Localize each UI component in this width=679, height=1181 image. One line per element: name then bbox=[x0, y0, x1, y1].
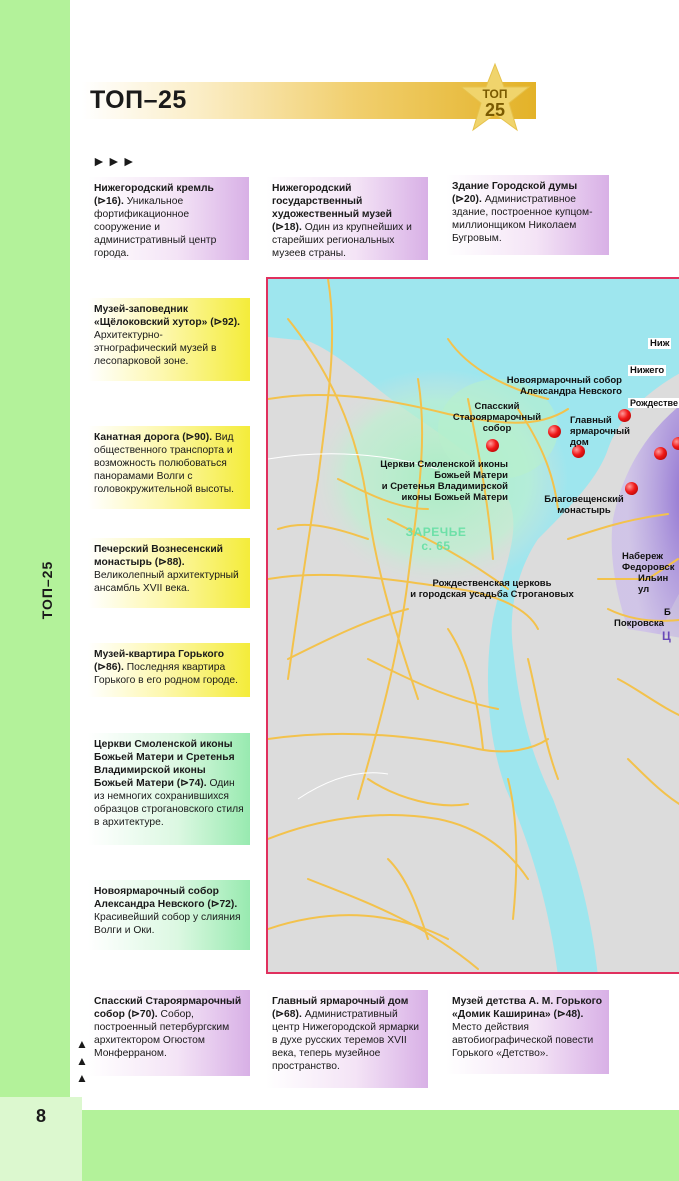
card-text: Великолепный архитектурный ансамбль XVII века. bbox=[94, 570, 239, 594]
up-arrow-icon: ▲ bbox=[76, 1054, 88, 1068]
card-title: Главный ярмарочный дом bbox=[272, 996, 409, 1007]
badge-number-text: 25 bbox=[484, 100, 506, 120]
up-arrow-icon: ▲ bbox=[76, 1037, 88, 1051]
district-name: ЗАРЕЧЬЕ bbox=[405, 525, 467, 539]
map-label-ilyinskaya: Ильин ул bbox=[638, 573, 669, 595]
page-title: ТОП–25 bbox=[90, 86, 187, 114]
card-text: Один из крупнейших и старейших региональных музеев страны. bbox=[272, 222, 412, 259]
card-ref: (⊳18). bbox=[272, 222, 302, 233]
card-title: Музей-заповедник «Щёлоковский хутор» bbox=[94, 304, 208, 328]
map-marker-center[interactable] bbox=[654, 447, 667, 460]
card-text: Красивейший собор у слияния Волги и Оки. bbox=[94, 912, 241, 936]
card-text: Собор, построенный петербургским архитектором Огюстом Монферраном. bbox=[94, 1009, 230, 1059]
map-marker-center-2[interactable] bbox=[672, 437, 679, 450]
map-label-edge-nizh: Ниж bbox=[650, 338, 670, 349]
card-cable-car[interactable] bbox=[88, 426, 250, 509]
card-text: Вид общественного транспорта и возможность полюбоваться панорамами Волги с головокружительной высоты. bbox=[94, 432, 234, 495]
forward-arrows-icon: ►►► bbox=[92, 153, 137, 169]
card-title: Печерский Вознесенский монастырь bbox=[94, 544, 223, 568]
card-ref: (⊳90). bbox=[182, 432, 213, 443]
card-title: Нижегородский кремль bbox=[94, 183, 214, 194]
card-title: Музей детства А. М. Горького «Домик Каширина» bbox=[452, 996, 603, 1020]
district-ref: с. 65 bbox=[421, 539, 451, 553]
card-text: Архитектурно-этнографический музей в лесопарковой зоне. bbox=[94, 330, 217, 367]
map-label-naberezhnaya: Набереж Федоровск bbox=[622, 551, 675, 573]
card-text: Административное здание, построенное купцом-миллионщиком Николаем Бугровым. bbox=[452, 194, 593, 244]
card-text: Один из немногих сохранившихся образцов строгановского стиля в архитектуре. bbox=[94, 778, 244, 828]
card-ref: (⊳92). bbox=[210, 317, 241, 328]
card-smolensk-churches[interactable] bbox=[88, 733, 250, 845]
map-label-edge-ts: Ц bbox=[662, 629, 671, 643]
card-title: Спасский Староярмарочный собор bbox=[94, 996, 242, 1020]
card-title: Здание Городской думы bbox=[452, 181, 578, 192]
card-ref: (⊳70). bbox=[127, 1009, 158, 1020]
up-arrows-icon bbox=[76, 1036, 88, 1087]
card-main-fair-house[interactable] bbox=[266, 990, 428, 1088]
map-label-tserkvi: Церкви Смоленской иконы Божьей Матери и Сретенья Владимирской иконы Божьей Матери bbox=[380, 459, 508, 503]
map-label-edge-rozhdest: Рождестве bbox=[630, 398, 678, 408]
card-ref: (⊳20). bbox=[452, 194, 482, 205]
card-text: Административный центр Нижегородской ярмарки в духе русских теремов XVII века, теперь музейное пространство. bbox=[272, 1009, 419, 1072]
card-ref: (⊳48). bbox=[553, 1009, 584, 1020]
card-shchelokovsky-khutor[interactable] bbox=[88, 298, 250, 381]
card-title: Канатная дорога bbox=[94, 432, 180, 443]
card-spassky-cathedral[interactable] bbox=[88, 990, 250, 1076]
card-ref: (⊳86). bbox=[94, 662, 124, 673]
card-text: Место действия автобиографической повести Горького «Детство». bbox=[452, 1022, 594, 1059]
district-label bbox=[386, 525, 486, 553]
card-nizhny-kremlin[interactable] bbox=[88, 177, 249, 260]
top25-star-icon bbox=[459, 62, 531, 134]
card-gorky-apartment[interactable] bbox=[88, 643, 250, 697]
card-ref: (⊳72). bbox=[207, 899, 238, 910]
card-title: Новоярмарочный собор Александра Невского bbox=[94, 886, 219, 910]
card-text: Последняя квартира Горького в его родном городе. bbox=[94, 662, 239, 686]
card-ref: (⊳68). bbox=[272, 1009, 302, 1020]
map-label-novoyarmarochny: Новоярмарочный собор Александра Невского bbox=[506, 375, 622, 397]
bottom-color-bar bbox=[70, 1110, 679, 1181]
map-label-pokrovskaya: Покровска bbox=[614, 618, 664, 629]
card-title: Нижегородский государственный художественный музей bbox=[272, 183, 392, 220]
map-marker-tserkvi[interactable] bbox=[486, 439, 499, 452]
map-label-rozhdestvenskaya: Рождественская церковь и городская усадьба Строгановых bbox=[410, 578, 574, 600]
card-pechersky-monastery[interactable] bbox=[88, 538, 250, 608]
card-title: Музей-квартира Горького bbox=[94, 649, 225, 660]
left-color-strip bbox=[0, 0, 70, 1181]
card-text: Уникальное фортификационное сооружение и административный центр города. bbox=[94, 196, 217, 259]
map-label-edge-b: Б bbox=[664, 607, 671, 618]
map-label-spassky: Спасский Староярмарочный собор bbox=[452, 401, 542, 434]
map-label-glavny: Главный ярмарочный дом bbox=[570, 415, 630, 448]
vertical-section-label: ТОП–25 bbox=[39, 560, 55, 620]
card-nevsky-cathedral[interactable] bbox=[88, 880, 250, 950]
badge-top-text: ТОП bbox=[482, 87, 508, 101]
card-ref: (⊳74). bbox=[176, 778, 207, 789]
card-ref: (⊳88). bbox=[154, 557, 185, 568]
map-label-edge-nizhego: Нижего bbox=[630, 365, 665, 376]
card-title: Церкви Смоленской иконы Божьей Матери и Сретенья Владимирской иконы Божьей Матери bbox=[94, 739, 235, 789]
card-ref: (⊳16). bbox=[94, 196, 124, 207]
up-arrow-icon: ▲ bbox=[76, 1071, 88, 1085]
map-label-blagoveshchensky: Благовещенский монастырь bbox=[544, 494, 624, 516]
card-kashirin-house[interactable] bbox=[446, 990, 609, 1074]
card-art-museum[interactable] bbox=[266, 177, 428, 260]
card-city-duma[interactable] bbox=[446, 175, 609, 255]
city-map[interactable] bbox=[266, 277, 679, 974]
page-number: 8 bbox=[35, 1106, 46, 1126]
